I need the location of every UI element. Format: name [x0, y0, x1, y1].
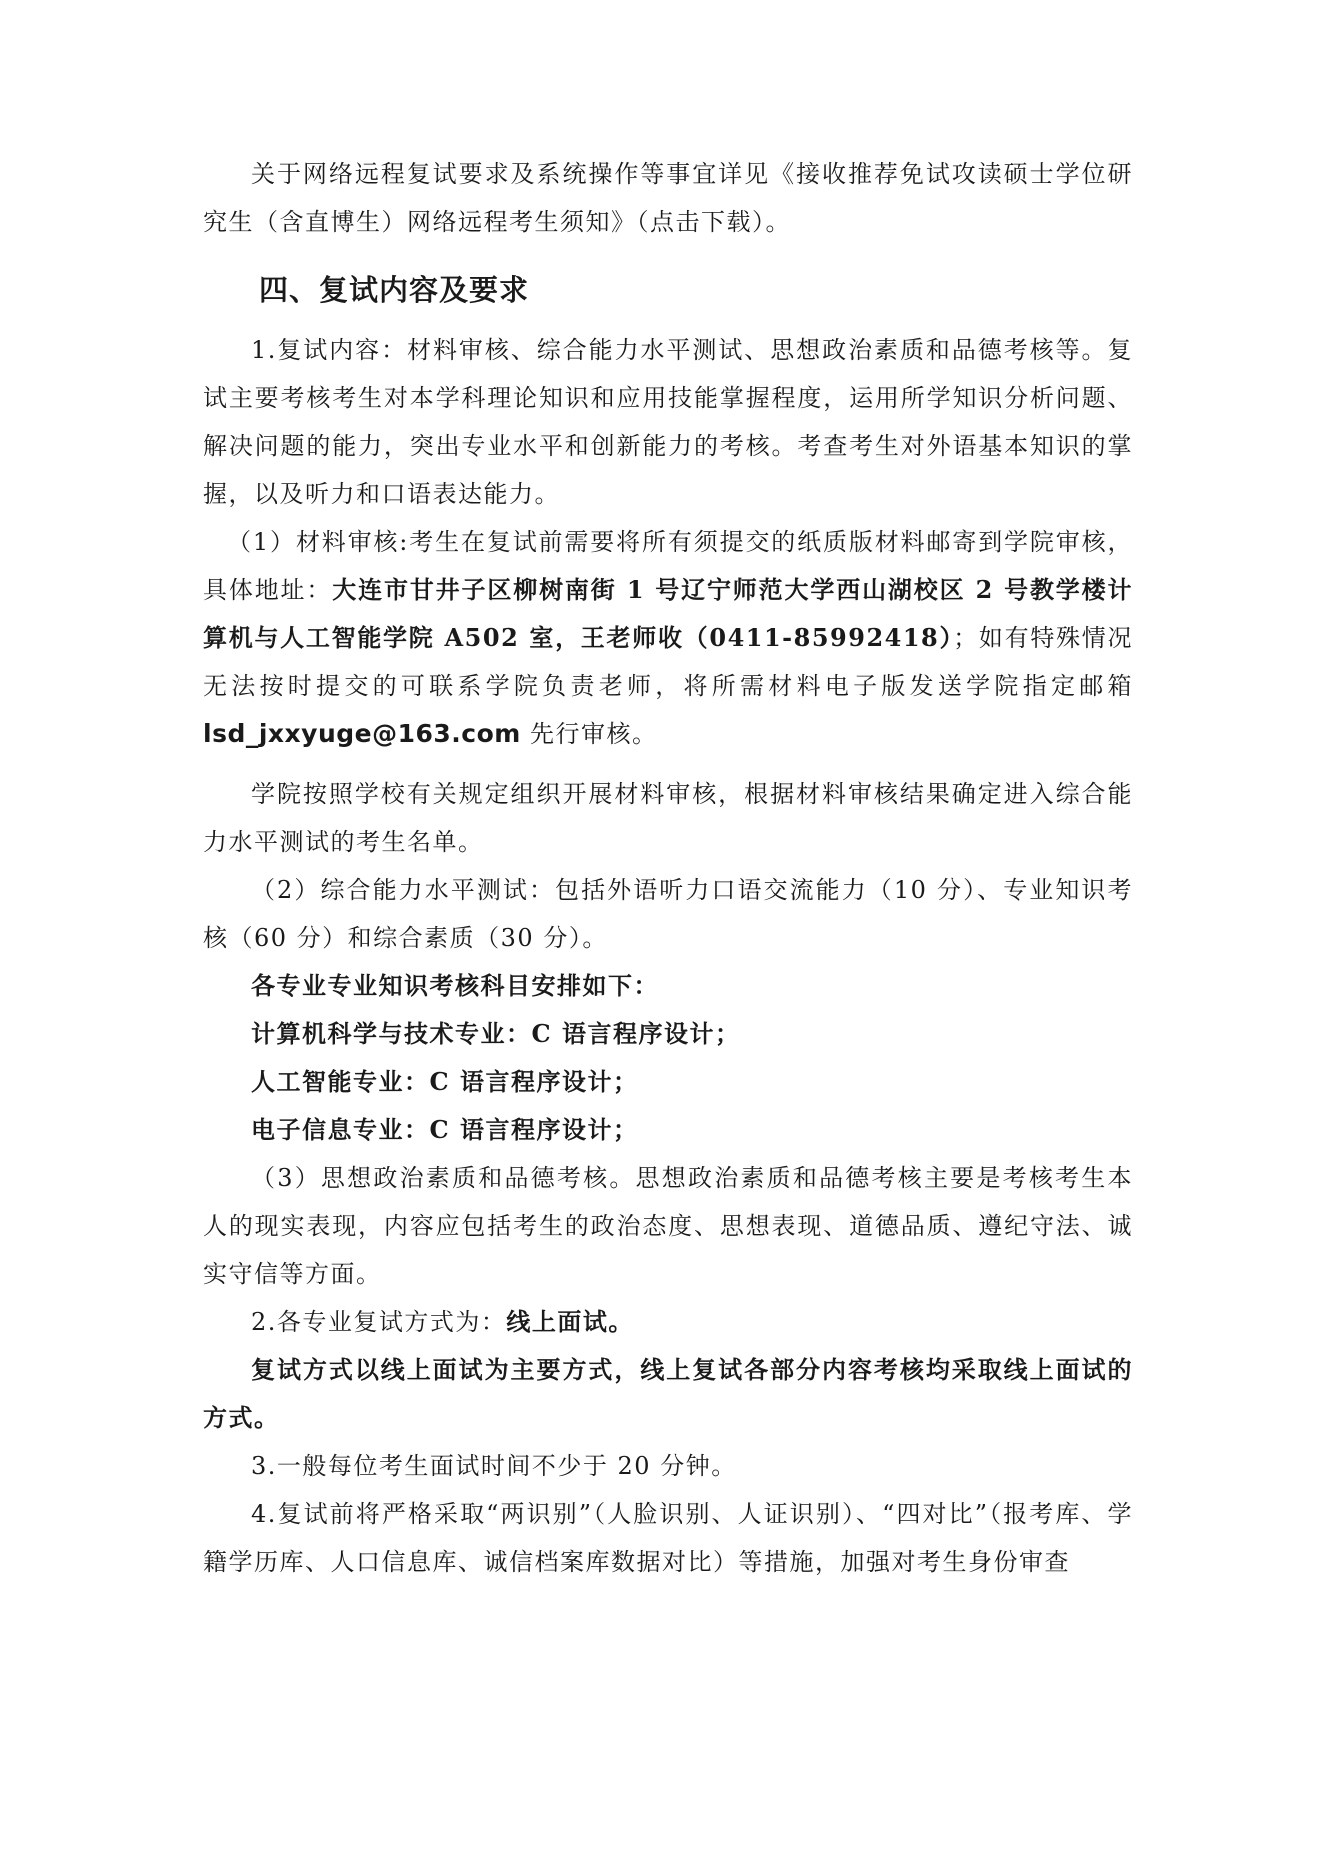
paragraph-material-review: 学院按照学校有关规定组织开展材料审核，根据材料审核结果确定进入综合能力水平测试的考生名单。 [203, 780, 1133, 856]
subjects-intro: 各专业专业知识考核科目安排如下： [251, 971, 659, 1000]
item-2-method: 线上面试。 [506, 1307, 634, 1336]
paragraph-notice: 关于网络远程复试要求及系统操作等事宜详见《接收推荐免试攻读硕士学位研究生（含直博生）网络远程考生须知》（点击下载）。 [203, 160, 1133, 236]
paragraph-sub-2: （2）综合能力水平测试：包括外语听力口语交流能力（10 分）、专业知识考核（60 分）和综合素质（30 分）。 [203, 876, 1133, 952]
paragraph-item-2-detail: 复试方式以线上面试为主要方式，线上复试各部分内容考核均采取线上面试的方式。 [203, 1355, 1133, 1432]
section-heading-4: 四、复试内容及要求 [259, 273, 530, 307]
item-2-text: 2.各专业复试方式为： [251, 1308, 507, 1336]
subject-artificial-intelligence: 人工智能专业：C 语言程序设计； [251, 1067, 639, 1096]
sub-1-text-post: 先行审核。 [520, 720, 658, 748]
paragraph-sub-1 [203, 518, 1133, 758]
subject-electronic-information: 电子信息专业：C 语言程序设计； [251, 1115, 639, 1144]
paragraph-item-3: 3.一般每位考生面试时间不少于 20 分钟。 [251, 1452, 737, 1480]
paragraph-item-4: 4.复试前将严格采取“两识别”（人脸识别、人证识别）、“四对比”（报考库、学籍学历库、人口信息库、诚信档案库数据对比）等措施，加强对考生身份审查 [203, 1500, 1133, 1576]
subject-computer-science: 计算机科学与技术专业：C 语言程序设计； [251, 1019, 741, 1048]
sub-1-text-mid: ；如有特殊情况无法按时提交的可联系学院负责老师，将所需材料电子版发送学院指定邮箱 [203, 624, 1134, 700]
document-page [203, 150, 1133, 1586]
sub-1-text-pre: （1）材料审核:考生在复试前需要将所有须提交的纸质版材料邮寄到学院审核，具体地址： [203, 528, 1133, 604]
email-address: lsd_jxxyuge@163.com [203, 719, 521, 748]
mailing-address: 大连市甘井子区柳树南街 1 号辽宁师范大学西山湖校区 2 号教学楼计算机与人工智能学院 A502 室，王老师收（0411-85992418） [203, 575, 1133, 652]
paragraph-item-1: 1.复试内容：材料审核、综合能力水平测试、思想政治素质和品德考核等。复试主要考核考生对本学科理论知识和应用技能掌握程度，运用所学知识分析问题、解决问题的能力，突出专业水平和创新能力的考核。考查考生对外语基本知识的掌握，以及听力和口语表达能力。 [203, 336, 1133, 508]
paragraph-sub-3: （3）思想政治素质和品德考核。思想政治素质和品德考核主要是考核考生本人的现实表现，内容应包括考生的政治态度、思想表现、道德品质、遵纪守法、诚实守信等方面。 [203, 1164, 1133, 1288]
paragraph-item-2 [203, 1298, 1133, 1346]
